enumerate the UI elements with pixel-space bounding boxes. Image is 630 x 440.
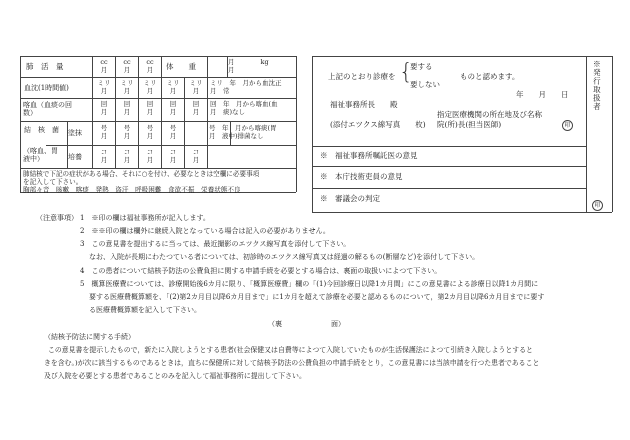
- weight-cell[interactable]: 月 kg 月: [228, 58, 269, 74]
- issue-date[interactable]: 年 月 日: [516, 90, 569, 99]
- hemoptysis-cell[interactable]: 回 月: [169, 100, 177, 116]
- council-decision[interactable]: ※ 審議会の判定: [320, 194, 380, 203]
- vital-capacity-cell[interactable]: cc 月: [100, 58, 108, 74]
- doctor-seal-icon: 印: [562, 120, 573, 131]
- smear-cell[interactable]: 号 月: [123, 124, 131, 140]
- doctor-name[interactable]: 院(所)長(担当医師): [437, 120, 502, 129]
- note-5-cont: 要する医療費概算額を、「(2)第2カ月目以降6カ月目まで」に1カ月を超えて診療を必要と認めるものについて，第2カ月目以降6カ月目までに要す: [89, 293, 545, 301]
- note-4: 4 この患者について結核予防法の公費負担に関する申請手続を必要とする場合は、裏面の取扱いによつて下さい。: [80, 267, 442, 275]
- back-paragraph-line2: きを含む。)が次に該当するものであるときは，直ちに保健所に対して結核予防法の公費負担の申請手続をとり，この意見書には当該申請を行つた患者であること: [44, 359, 540, 367]
- xray-attachment[interactable]: (添付エツクス線写真 枚): [330, 120, 426, 129]
- esr-normal-note[interactable]: ミリ 年 月から血沈正 月 常: [210, 79, 282, 95]
- sputum-negative-note[interactable]: 号 年 月から喀痰(胃 月 液中)排菌なし: [209, 124, 277, 140]
- back-paragraph-line3: 及び入院を必要とする患者であることのみを記入して福祉事務所に提出して下さい。: [44, 372, 306, 380]
- esr-cell[interactable]: ミリ 月: [189, 79, 203, 95]
- esr-cell[interactable]: ミリ 月: [166, 79, 180, 95]
- issuer-seal-icon: 印: [592, 200, 603, 211]
- vital-capacity-cell[interactable]: cc 月: [123, 58, 131, 74]
- culture-cell[interactable]: コ 月: [123, 148, 131, 164]
- symptoms-list[interactable]: 胸部々音 咳嗽 喀痰 発熱 盗汗 呼吸困難 食欲不振 栄養状態不良: [23, 186, 241, 194]
- vital-capacity-cell[interactable]: cc 月: [146, 58, 154, 74]
- hemoptysis-cell[interactable]: 回 月: [100, 100, 108, 116]
- esr-cell[interactable]: ミリ 月: [143, 79, 157, 95]
- note-5: 5 概算医療費については、診療開始後6カ月に限り、「概算医療費」欄の「(1)今回診療日以降1カ月間」にこの意見書による診療日以降1カ月間に: [80, 280, 539, 288]
- technical-staff-opinion[interactable]: ※ 本庁技術吏員の意見: [320, 172, 403, 181]
- notes-heading: （注意事項）: [36, 214, 78, 222]
- hemoptysis-cell[interactable]: 回 月: [123, 100, 131, 116]
- smear-cell[interactable]: 号 月: [100, 124, 108, 140]
- weight-label: 体 重: [166, 62, 196, 71]
- opinion-conclusion: ものと認めます。: [460, 72, 520, 81]
- note-2: 2 ※※印の欄は欄外に継続入院となっている場合は記入の必要がありません。: [80, 227, 330, 235]
- note-5-cont2: る医療費概算額を記入して下さい。: [89, 306, 201, 314]
- issuer-label: ※発行取扱者: [592, 60, 602, 111]
- note-3: 3 この意見書を提出するに当っては、最近撮影のエツクス線写真を添付して下さい。: [80, 240, 351, 248]
- opinion-intro: 上記のとおり診療を: [328, 72, 396, 81]
- culture-cell[interactable]: コ 月: [100, 148, 108, 164]
- note-1: 1 ※印の欄は福祉事務所が記入します。: [80, 214, 210, 222]
- vital-capacity-label: 肺 活 量: [26, 62, 64, 71]
- back-paragraph-line1: この意見書を提示したもので，新たに入院しようとする患者(社会保健又は自費等によつて入院していたものが生活保護法によつて引続き入院しようとすると: [48, 346, 533, 354]
- culture-cell[interactable]: コ 月: [146, 148, 154, 164]
- addressee: 福祉事務所長 殿: [330, 100, 398, 109]
- hemoptysis-cell[interactable]: 回 月: [146, 100, 154, 116]
- symptoms-instruction: 肺結核で下記の症状がある場合、それに○を付け、必要なときは空欄に必要事項: [23, 170, 260, 178]
- note-3-cont: なお、入院が長期にわたつている者については、初診時のエツクス線写真又は経過の解るもの(断層など)を添付して下さい。: [89, 253, 480, 261]
- smear-label: 塗抹: [68, 129, 82, 137]
- option-required[interactable]: 要する: [410, 62, 433, 71]
- hemoptysis-label: 喀血（血痰の回 数）: [23, 101, 72, 117]
- specimen-source-label: （喀血、胃 液中）: [23, 147, 58, 163]
- esr-label: 血沈(1時間値): [24, 84, 69, 92]
- option-not-required[interactable]: 要しない: [410, 80, 440, 89]
- office-doctor-opinion[interactable]: ※ 福祉事務所嘱託医の意見: [320, 151, 418, 160]
- esr-cell[interactable]: ミリ 月: [97, 79, 111, 95]
- clinic-name-address[interactable]: 指定医療機関の所在地及び名称: [437, 110, 542, 119]
- back-side-title: （裏 面）: [268, 320, 345, 328]
- smear-cell[interactable]: 号 月: [146, 124, 154, 140]
- culture-label: 培養: [68, 153, 82, 161]
- back-heading: （結核予防法に関する手続）: [44, 333, 135, 341]
- hemoptysis-none-note[interactable]: 回 年 月から喀血(血 月 痰)なし: [210, 100, 278, 116]
- culture-cell[interactable]: コ 月: [169, 148, 177, 164]
- culture-cell[interactable]: コ 月: [192, 148, 200, 164]
- esr-cell[interactable]: ミリ 月: [120, 79, 134, 95]
- brace-icon: {: [399, 60, 413, 85]
- tb-bacteria-label: 結 核 菌: [24, 126, 59, 134]
- symptoms-instruction-cont: を記入して下さい。: [23, 178, 83, 186]
- hemoptysis-cell[interactable]: 回 月: [192, 100, 200, 116]
- smear-cell[interactable]: 号 月: [169, 124, 177, 140]
